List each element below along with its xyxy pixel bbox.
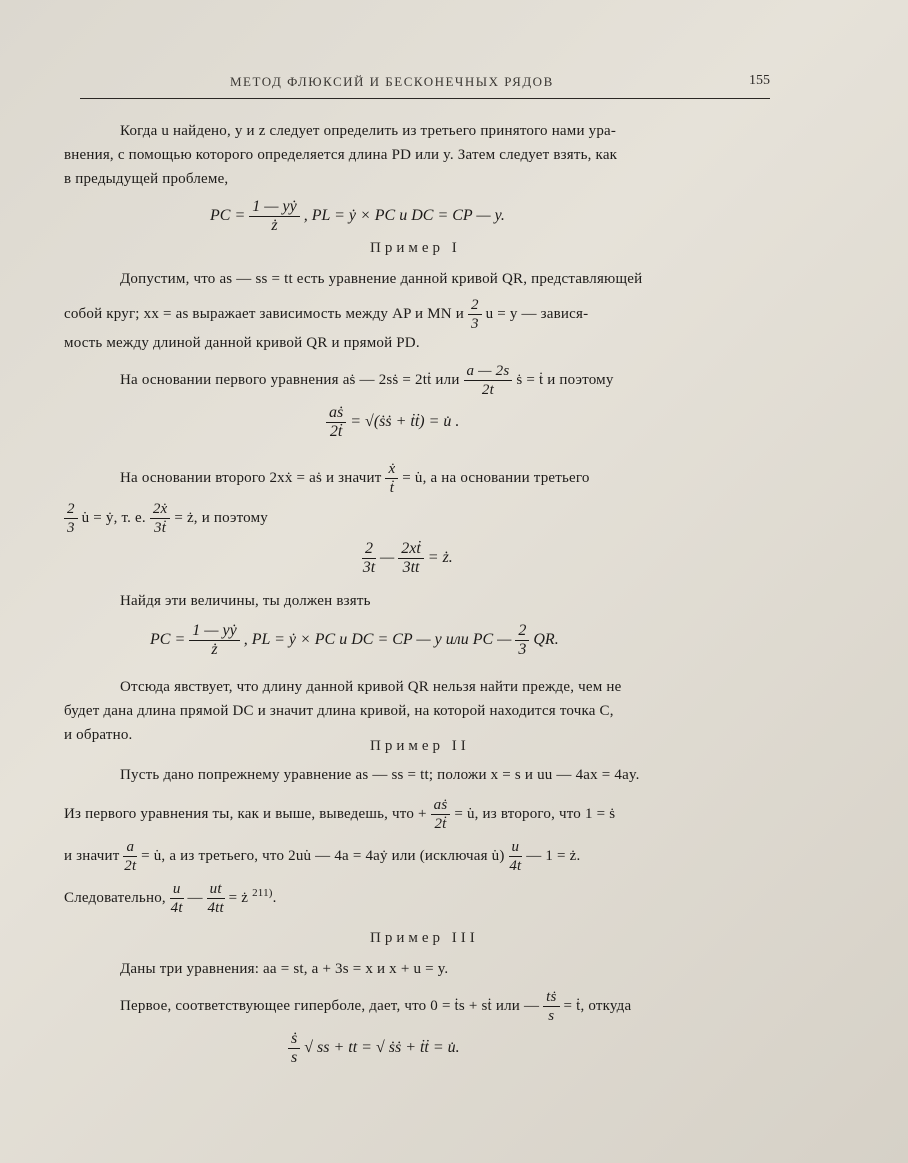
fraction-numerator: u [509, 838, 523, 857]
fraction-numerator: 2 [468, 296, 482, 315]
text-fragment: = u̇, а на основании третьего [402, 469, 590, 486]
formula-pc-fraction [249, 198, 299, 235]
text-fragment: = ż [228, 889, 249, 906]
text-fragment: = ṫ, откуда [563, 997, 632, 1014]
fraction [189, 622, 239, 659]
fraction-denominator: ṫ [389, 480, 395, 496]
fraction [464, 362, 513, 399]
text-fragment: . [272, 889, 277, 906]
fraction [170, 880, 184, 917]
fraction-numerator: 2xṫ [398, 540, 424, 559]
formula-rest: = ż. [427, 549, 453, 567]
example-2-line-4 [64, 880, 277, 917]
fraction-denominator: 2ṫ [434, 816, 447, 832]
fraction-denominator: 4t [170, 900, 183, 916]
example-3-line-2 [120, 988, 631, 1025]
fraction-numerator: ẋ [385, 460, 398, 479]
fraction-denominator: ż [211, 641, 218, 658]
text-fragment: = ż, и поэтому [174, 509, 268, 526]
footnote-marker: 211) [252, 886, 273, 899]
example-2-heading: Пример II [370, 738, 470, 754]
fraction [468, 296, 482, 333]
page-header [80, 72, 770, 99]
fraction-numerator: 2 [64, 500, 78, 519]
fraction-numerator: 2 [362, 540, 376, 559]
fraction-numerator: 2 [515, 622, 529, 641]
fraction [123, 838, 137, 875]
example-3-line-1: Даны три уравнения: aa = st, a + 3s = x и x + u = y. [120, 961, 449, 977]
fraction-denominator: 3t [362, 559, 376, 576]
formula-pc [210, 198, 505, 235]
text-fragment: = u̇, из второго, что 1 = ṡ [454, 805, 616, 822]
fraction-numerator: 1 — yẏ [189, 622, 239, 641]
fraction [64, 500, 78, 537]
text-fragment: = u̇, а из третьего, что 2uu̇ — 4a = 4aẏ или (исключая u̇) [141, 847, 505, 864]
formula-rest: = √(ṡṡ + ṫṫ) = u̇ . [350, 413, 460, 431]
formula-hyperbola [288, 1030, 460, 1067]
fraction [326, 404, 346, 441]
fraction [515, 622, 529, 659]
fraction-numerator: 1 — yẏ [249, 198, 299, 217]
fraction-denominator: 4t [509, 858, 522, 874]
text-fragment: собой круг; xx = as выражает зависимость между AP и MN и [64, 305, 464, 322]
text-fragment: — 1 = ż. [526, 847, 581, 864]
example-3-heading: Пример III [370, 930, 479, 946]
fraction [150, 500, 171, 537]
fraction-denominator: 2ṫ [329, 423, 343, 440]
fraction-numerator: aṡ [431, 796, 451, 815]
fraction-denominator: 2t [481, 382, 494, 398]
formula-pc-2 [150, 622, 559, 659]
formula-lhs: PC = [150, 631, 186, 649]
formula-mid: , PL = ẏ × PC и DC = CP — y или PC — [243, 631, 512, 649]
intro-line-3: в предыдущей проблеме, [64, 171, 229, 187]
text-fragment: Следовательно, [64, 889, 166, 906]
formula-derivative-2 [362, 540, 453, 577]
fraction-denominator: s [291, 1049, 298, 1066]
fraction-denominator: 3ṫ [154, 520, 167, 536]
fraction [385, 460, 398, 497]
example-1-line-4 [120, 362, 614, 399]
example-1-line-2 [64, 296, 588, 333]
example-1-line-8: Отсюда явствует, что длину данной кривой QR нельзя найти прежде, чем не [120, 679, 622, 695]
fraction-denominator: 3 [67, 520, 75, 536]
fraction [398, 540, 424, 577]
fraction [288, 1030, 300, 1067]
fraction [207, 880, 225, 917]
formula-rest: √ ss + tt = √ ṡṡ + ṫṫ = u̇. [304, 1039, 460, 1057]
formula-rest: QR. [533, 631, 559, 649]
text-fragment: ṡ = ṫ и поэтому [516, 371, 614, 388]
fraction [509, 838, 523, 875]
fraction-denominator: 3 [470, 316, 479, 332]
text-fragment: Из первого уравнения ты, как и выше, выведешь, что + [64, 805, 427, 822]
fraction-denominator: 3 [518, 641, 527, 658]
formula-derivative-1 [326, 404, 459, 441]
fraction-denominator: s [548, 1008, 555, 1024]
example-1-line-3: мость между длиной данной кривой QR и прямой PD. [64, 335, 420, 351]
fraction-numerator: u [170, 880, 184, 899]
minus-sign: — [380, 549, 399, 567]
example-1-line-1: Допустим, что as — ss = tt есть уравнение данной кривой QR, представляющей [120, 271, 643, 287]
text-fragment: На основании второго 2xẋ = aṡ и значит [120, 469, 382, 486]
example-1-heading: Пример I [370, 240, 461, 256]
example-1-line-9: будет дана длина прямой DC и значит длина кривой, на которой находится точка C, [64, 703, 614, 719]
fraction-numerator: ut [207, 880, 225, 899]
formula-pc-lhs: PC = [210, 207, 246, 225]
example-2-line-1: Пусть дано попрежнему уравнение as — ss = tt; положи x = s и uu — 4ax = 4ay. [120, 767, 640, 783]
fraction-numerator: ṡ [288, 1030, 300, 1049]
fraction [431, 796, 451, 833]
example-2-line-2 [64, 796, 615, 833]
fraction-denominator: 3tt [402, 559, 420, 576]
page-number: 155 [749, 73, 770, 88]
fraction-denominator: 4tt [207, 900, 224, 916]
fraction-numerator: tṡ [543, 988, 559, 1007]
example-1-line-6 [64, 500, 268, 537]
text-fragment: Первое, соответствующее гиперболе, дает, что 0 = ṫs + sṫ или — [120, 997, 540, 1014]
example-1-line-10: и обратно. [64, 727, 133, 743]
example-1-line-7: Найдя эти величины, ты должен взять [120, 593, 371, 609]
text-fragment: и значит [64, 847, 120, 864]
fraction-numerator: a — 2s [464, 362, 513, 381]
fraction-numerator: 2ẋ [150, 500, 171, 519]
example-2-line-3 [64, 838, 580, 875]
text-fragment: u̇ = ẏ, т. е. [81, 509, 146, 526]
formula-pc-rest: , PL = ẏ × PC и DC = CP — y. [303, 207, 505, 225]
text-fragment: u = y — завися- [485, 305, 589, 322]
fraction-numerator: aṡ [326, 404, 346, 423]
example-1-line-5 [120, 460, 590, 497]
intro-line-1: Когда u найдено, y и z следует определить из третьего принятого нами ура- [120, 123, 617, 139]
minus-sign: — [187, 889, 207, 906]
text-fragment: На основании первого уравнения aṡ — 2sṡ = 2tṫ или [120, 371, 460, 388]
running-title: МЕТОД ФЛЮКСИЙ И БЕСКОНЕЧНЫХ РЯДОВ [230, 74, 554, 89]
fraction-denominator: 2t [124, 858, 137, 874]
fraction-numerator: a [123, 838, 137, 857]
fraction [543, 988, 559, 1025]
intro-line-2: внения, с помощью которого определяется длина PD или y. Затем следует взять, как [64, 147, 618, 163]
fraction-denominator: ż [271, 217, 278, 234]
fraction [362, 540, 376, 577]
